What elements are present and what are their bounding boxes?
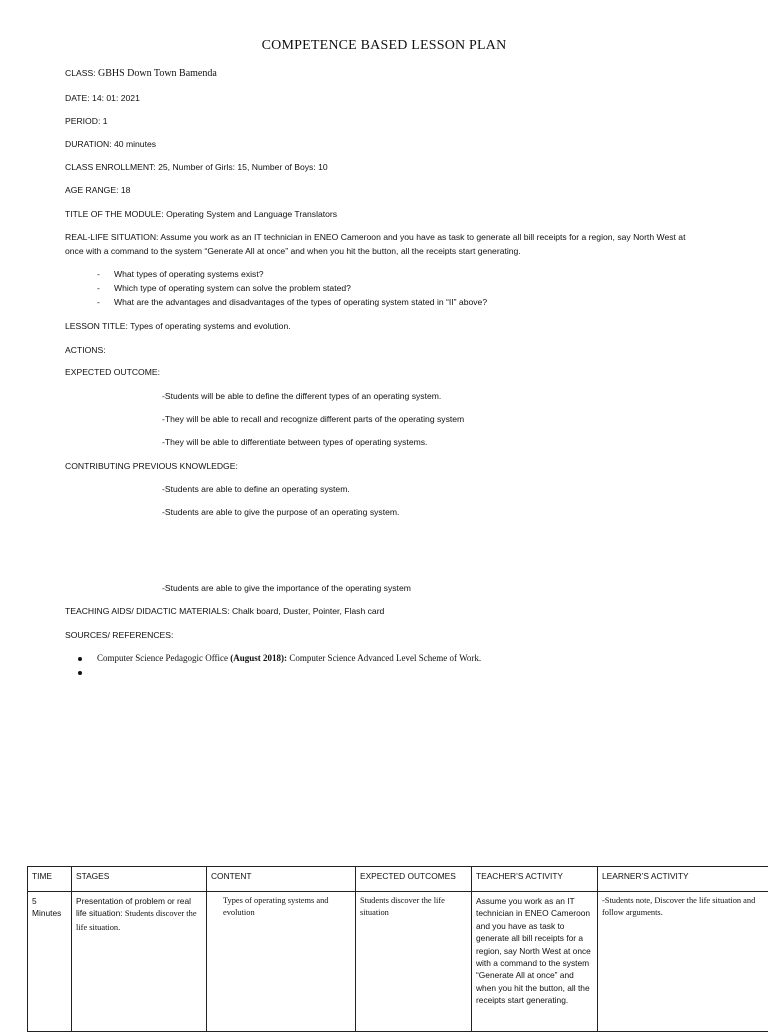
duration-line: DURATION: 40 minutes <box>65 139 156 149</box>
header-content: CONTENT <box>207 867 356 892</box>
outcome-item: -They will be able to differentiate between types of operating systems. <box>162 437 427 447</box>
header-expected-outcomes: EXPECTED OUTCOMES <box>356 867 472 892</box>
cell-time: 5 Minutes <box>28 892 72 1032</box>
question-dash: - <box>97 269 100 279</box>
actions-label: ACTIONS: <box>65 345 106 355</box>
knowledge-item: -Students are able to give the purpose of an operating system. <box>162 507 399 517</box>
source-date: (August 2018): <box>230 653 287 663</box>
stage-main: Presentation of problem or real life situation: <box>76 896 191 918</box>
lesson-title-line: LESSON TITLE: Types of operating systems and evolution. <box>65 321 291 331</box>
header-time: TIME <box>28 867 72 892</box>
age-range-line: AGE RANGE: 18 <box>65 185 130 195</box>
class-value: GBHS Down Town Bamenda <box>98 68 217 79</box>
bullet-dot-empty <box>78 671 82 675</box>
source-post: Computer Science Advanced Level Scheme of Work. <box>287 653 481 663</box>
cell-learners-activity: -Students note, Discover the life situation and follow arguments. <box>598 892 768 1032</box>
header-teachers-activity: TEACHER’S ACTIVITY <box>472 867 598 892</box>
question-dash: - <box>97 297 100 307</box>
question-item: What types of operating systems exist? <box>114 269 264 279</box>
lesson-plan-table <box>27 866 768 1032</box>
date-line: DATE: 14: 01: 2021 <box>65 93 140 103</box>
table-row <box>28 892 768 1032</box>
bullet-dot <box>78 657 82 661</box>
question-dash: - <box>97 283 100 293</box>
class-line <box>65 68 217 79</box>
question-item: What are the advantages and disadvantages of the types of operating system stated in “II” above? <box>114 297 487 307</box>
enrollment-line: CLASS ENROLLMENT: 25, Number of Girls: 15, Number of Boys: 10 <box>65 162 328 172</box>
outcome-item: -They will be able to recall and recognize different parts of the operating system <box>162 414 464 424</box>
stage-sub: Students discover the life situation. <box>76 909 197 931</box>
period-line: PERIOD: 1 <box>65 116 108 126</box>
cell-expected-outcomes: Students discover the life situation <box>356 892 472 1032</box>
teaching-aids-line: TEACHING AIDS/ DIDACTIC MATERIALS: Chalk board, Duster, Pointer, Flash card <box>65 606 384 616</box>
real-life-line-2: once with a command to the system “Generate All at once” and when you hit the button, all the receipts start generating. <box>65 246 521 256</box>
class-label: CLASS: <box>65 68 96 78</box>
cell-content: Types of operating systems and evolution <box>207 892 356 1032</box>
source-pre: Computer Science Pedagogic Office <box>97 653 230 663</box>
cell-stages <box>72 892 207 1032</box>
document-title: COMPETENCE BASED LESSON PLAN <box>0 38 768 54</box>
header-learners-activity: LEARNER’S ACTIVITY <box>598 867 768 892</box>
question-item: Which type of operating system can solve the problem stated? <box>114 283 351 293</box>
previous-knowledge-label: CONTRIBUTING PREVIOUS KNOWLEDGE: <box>65 461 238 471</box>
knowledge-item: -Students are able to give the importance of the operating system <box>162 583 411 593</box>
source-item <box>97 653 481 663</box>
header-stages: STAGES <box>72 867 207 892</box>
expected-outcome-label: EXPECTED OUTCOME: <box>65 367 160 377</box>
cell-teachers-activity: Assume you work as an IT technician in ENEO Cameroon and you have as task to generate all bill receipts for a region, say North West at once with a command to the system “Generate All at once” and when you hit the button, all the receipts start generating. <box>472 892 598 1032</box>
knowledge-item: -Students are able to define an operating system. <box>162 484 350 494</box>
table-header-row <box>28 867 768 892</box>
real-life-line-1: REAL-LIFE SITUATION: Assume you work as an IT technician in ENEO Cameroon and you have as task to generate all bill receipts for a region, say North West at <box>65 232 685 242</box>
module-title-line: TITLE OF THE MODULE: Operating System and Language Translators <box>65 209 337 219</box>
outcome-item: -Students will be able to define the different types of an operating system. <box>162 391 441 401</box>
sources-label: SOURCES/ REFERENCES: <box>65 630 173 640</box>
